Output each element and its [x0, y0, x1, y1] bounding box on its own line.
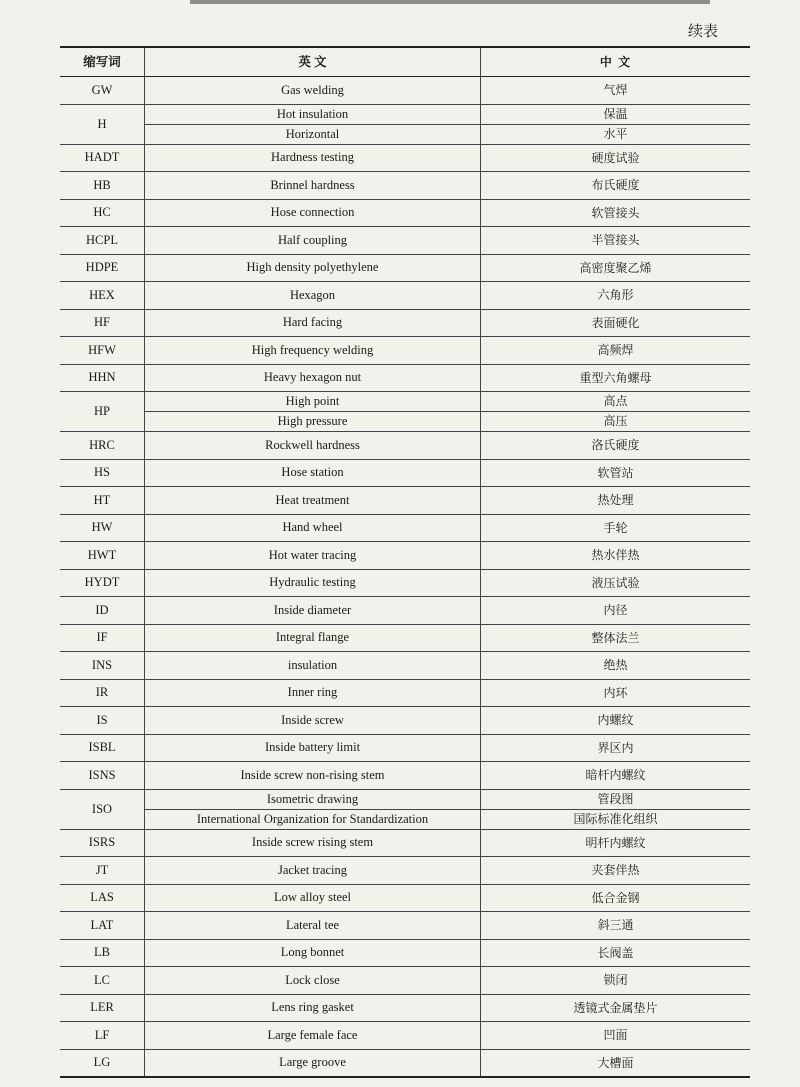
english-term-cell: Hot water tracing [145, 542, 481, 570]
table-header-row [60, 47, 750, 77]
chinese-term-cell: 透镜式金属垫片 [481, 994, 751, 1022]
english-term-cell: Inside diameter [145, 597, 481, 625]
table-row [60, 309, 750, 337]
chinese-term-cell: 凹面 [481, 1022, 751, 1050]
chinese-term-cell: 内螺纹 [481, 707, 751, 735]
abbreviation-cell: LG [60, 1049, 145, 1077]
english-term-cell: Hardness testing [145, 144, 481, 172]
english-term-cell: High density polyethylene [145, 254, 481, 282]
abbreviation-cell: LB [60, 939, 145, 967]
abbreviation-cell: JT [60, 857, 145, 885]
chinese-term-cell: 液压试验 [481, 569, 751, 597]
english-term-cell: Hexagon [145, 282, 481, 310]
english-term-cell: Lens ring gasket [145, 994, 481, 1022]
abbreviation-cell: HWT [60, 542, 145, 570]
table-row [60, 734, 750, 762]
english-term-cell: Inside battery limit [145, 734, 481, 762]
table-row [60, 227, 750, 255]
abbreviation-cell: LAS [60, 884, 145, 912]
english-term-cell: High pressure [145, 412, 481, 432]
chinese-term-cell: 高密度聚乙烯 [481, 254, 751, 282]
english-term-cell: Low alloy steel [145, 884, 481, 912]
table-row [60, 762, 750, 790]
english-term-cell: Large female face [145, 1022, 481, 1050]
table-row [60, 939, 750, 967]
english-term-cell: Isometric drawing [145, 789, 481, 809]
chinese-term-cell: 内径 [481, 597, 751, 625]
english-term-cell: Integral flange [145, 624, 481, 652]
table-row [60, 254, 750, 282]
chinese-term-cell: 保温 [481, 104, 751, 124]
abbreviation-cell: ISO [60, 789, 145, 829]
chinese-term-cell: 水平 [481, 124, 751, 144]
english-term-cell: Hose station [145, 459, 481, 487]
english-term-cell: Heavy hexagon nut [145, 364, 481, 392]
abbreviation-cell: IR [60, 679, 145, 707]
table-row [60, 432, 750, 460]
header-abbreviation: 缩写词 [60, 47, 145, 77]
english-term-cell: Jacket tracing [145, 857, 481, 885]
chinese-term-cell: 低合金钢 [481, 884, 751, 912]
abbreviation-cell: ID [60, 597, 145, 625]
table-row [60, 172, 750, 200]
table-row [60, 144, 750, 172]
abbreviation-table [60, 46, 750, 1078]
abbreviation-cell: HRC [60, 432, 145, 460]
header-english: 英 文 [145, 47, 481, 77]
english-term-cell: High point [145, 392, 481, 412]
abbreviation-cell: HHN [60, 364, 145, 392]
table-row [60, 652, 750, 680]
chinese-term-cell: 高压 [481, 412, 751, 432]
english-term-cell: Heat treatment [145, 487, 481, 515]
table-row [60, 364, 750, 392]
chinese-term-cell: 管段图 [481, 789, 751, 809]
page-top-shadow [190, 0, 710, 4]
abbreviation-cell: HFW [60, 337, 145, 365]
abbreviation-cell: LC [60, 967, 145, 995]
abbreviation-cell: LER [60, 994, 145, 1022]
abbreviation-cell: HW [60, 514, 145, 542]
abbreviation-cell: HT [60, 487, 145, 515]
table-row [60, 809, 750, 829]
table-row [60, 789, 750, 809]
chinese-term-cell: 整体法兰 [481, 624, 751, 652]
table-row [60, 412, 750, 432]
table-row [60, 707, 750, 735]
chinese-term-cell: 暗杆内螺纹 [481, 762, 751, 790]
chinese-term-cell: 气焊 [481, 77, 751, 105]
abbreviation-cell: HF [60, 309, 145, 337]
english-term-cell: Long bonnet [145, 939, 481, 967]
english-term-cell: Hand wheel [145, 514, 481, 542]
continued-table-caption: 续表 [687, 22, 718, 40]
chinese-term-cell: 长阀盖 [481, 939, 751, 967]
table-row [60, 994, 750, 1022]
abbreviation-cell: LF [60, 1022, 145, 1050]
english-term-cell: Large groove [145, 1049, 481, 1077]
chinese-term-cell: 高频焊 [481, 337, 751, 365]
abbreviation-cell: ISBL [60, 734, 145, 762]
english-term-cell: Inside screw [145, 707, 481, 735]
table-row [60, 199, 750, 227]
chinese-term-cell: 布氏硬度 [481, 172, 751, 200]
table-row [60, 912, 750, 940]
header-chinese: 中 文 [481, 47, 751, 77]
abbreviation-cell: H [60, 104, 145, 144]
chinese-term-cell: 锁闭 [481, 967, 751, 995]
table-row [60, 679, 750, 707]
chinese-term-cell: 明杆内螺纹 [481, 829, 751, 857]
english-term-cell: Half coupling [145, 227, 481, 255]
table-row [60, 124, 750, 144]
abbreviation-cell: ISRS [60, 829, 145, 857]
table-row [60, 569, 750, 597]
chinese-term-cell: 六角形 [481, 282, 751, 310]
abbreviation-cell: GW [60, 77, 145, 105]
abbreviation-cell: HC [60, 199, 145, 227]
table-row [60, 884, 750, 912]
english-term-cell: Inner ring [145, 679, 481, 707]
abbreviation-cell: IS [60, 707, 145, 735]
abbreviation-cell: HYDT [60, 569, 145, 597]
english-term-cell: Gas welding [145, 77, 481, 105]
english-term-cell: Lock close [145, 967, 481, 995]
abbreviation-cell: INS [60, 652, 145, 680]
english-term-cell: Rockwell hardness [145, 432, 481, 460]
table-row [60, 542, 750, 570]
chinese-term-cell: 表面硬化 [481, 309, 751, 337]
english-term-cell: Hose connection [145, 199, 481, 227]
abbreviation-cell: ISNS [60, 762, 145, 790]
abbreviation-cell: IF [60, 624, 145, 652]
english-term-cell: Hot insulation [145, 104, 481, 124]
table-row [60, 77, 750, 105]
abbreviation-cell: HP [60, 392, 145, 432]
english-term-cell: Hard facing [145, 309, 481, 337]
table-row [60, 392, 750, 412]
chinese-term-cell: 国际标准化组织 [481, 809, 751, 829]
table-row [60, 514, 750, 542]
table-row [60, 829, 750, 857]
table-row [60, 487, 750, 515]
chinese-term-cell: 软管接头 [481, 199, 751, 227]
chinese-term-cell: 手轮 [481, 514, 751, 542]
chinese-term-cell: 高点 [481, 392, 751, 412]
table-row [60, 857, 750, 885]
abbreviation-cell: HADT [60, 144, 145, 172]
table-row [60, 624, 750, 652]
english-term-cell: Brinnel hardness [145, 172, 481, 200]
table-row [60, 597, 750, 625]
chinese-term-cell: 热处理 [481, 487, 751, 515]
table-row [60, 337, 750, 365]
table-row [60, 459, 750, 487]
english-term-cell: Inside screw rising stem [145, 829, 481, 857]
table-body [60, 77, 750, 1078]
english-term-cell: High frequency welding [145, 337, 481, 365]
chinese-term-cell: 内环 [481, 679, 751, 707]
chinese-term-cell: 斜三通 [481, 912, 751, 940]
chinese-term-cell: 界区内 [481, 734, 751, 762]
english-term-cell: International Organization for Standardization [145, 809, 481, 829]
table-row [60, 104, 750, 124]
english-term-cell: Lateral tee [145, 912, 481, 940]
chinese-term-cell: 软管站 [481, 459, 751, 487]
table-row [60, 1049, 750, 1077]
chinese-term-cell: 绝热 [481, 652, 751, 680]
abbreviation-cell: LAT [60, 912, 145, 940]
english-term-cell: insulation [145, 652, 481, 680]
abbreviation-cell: HCPL [60, 227, 145, 255]
table-row [60, 967, 750, 995]
abbreviation-cell: HEX [60, 282, 145, 310]
table-row [60, 1022, 750, 1050]
english-term-cell: Inside screw non-rising stem [145, 762, 481, 790]
abbreviation-cell: HDPE [60, 254, 145, 282]
chinese-term-cell: 洛氏硬度 [481, 432, 751, 460]
english-term-cell: Hydraulic testing [145, 569, 481, 597]
abbreviation-cell: HS [60, 459, 145, 487]
chinese-term-cell: 重型六角螺母 [481, 364, 751, 392]
chinese-term-cell: 大槽面 [481, 1049, 751, 1077]
chinese-term-cell: 硬度试验 [481, 144, 751, 172]
chinese-term-cell: 半管接头 [481, 227, 751, 255]
chinese-term-cell: 夹套伴热 [481, 857, 751, 885]
table-row [60, 282, 750, 310]
chinese-term-cell: 热水伴热 [481, 542, 751, 570]
english-term-cell: Horizontal [145, 124, 481, 144]
abbreviation-cell: HB [60, 172, 145, 200]
